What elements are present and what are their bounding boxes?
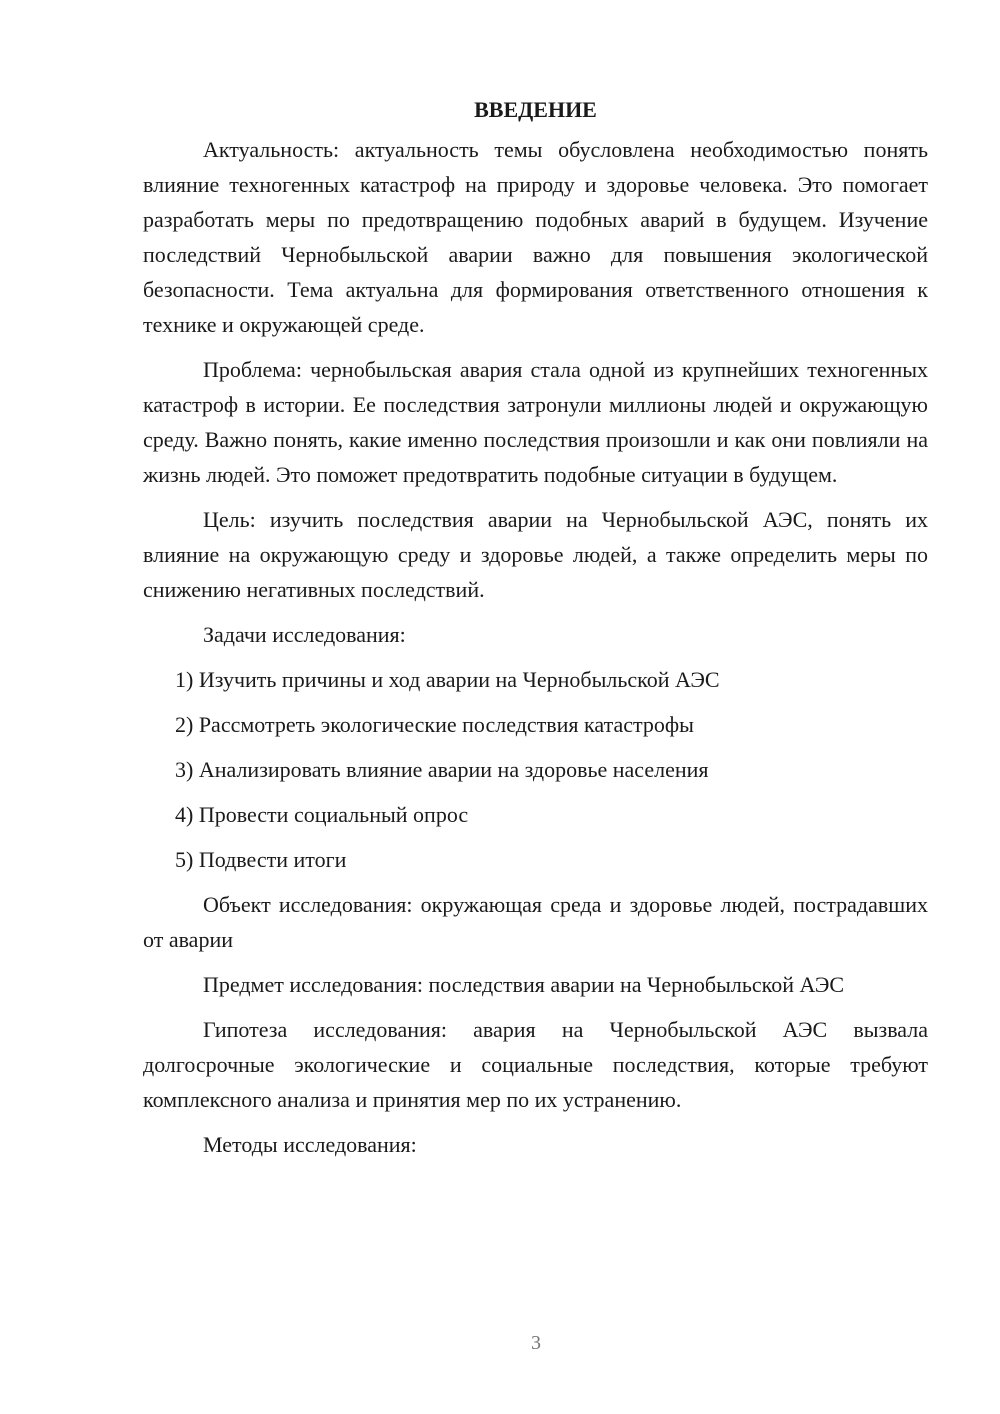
tasks-title: Задачи исследования: (203, 622, 406, 647)
problem-paragraph: Проблема: чернобыльская авария стала одной из крупнейших техногенных катастроф в истории. Ее последствия затронули миллионы людей и окружающую среду. Важно понять, какие именно последствия произошли и как они повлияли на жизнь людей. Это поможет предотвратить подобные ситуации в будущем. (143, 357, 928, 487)
hypothesis-paragraph: Гипотеза исследования: авария на Чернобыльской АЭС вызвала долгосрочные экологические и социальные последствия, которые требуют комплексного анализа и принятия мер по их устранению. (143, 1017, 928, 1112)
object-paragraph: Объект исследования: окружающая среда и здоровье людей, пострадавших от аварии (143, 892, 928, 952)
subject-paragraph: Предмет исследования: последствия аварии на Чернобыльской АЭС (203, 972, 845, 997)
page-content (143, 92, 928, 1172)
tasks-list (143, 662, 928, 877)
page-number: 3 (531, 1332, 541, 1354)
methods-title: Методы исследования: (203, 1132, 417, 1157)
goal-paragraph: Цель: изучить последствия аварии на Чернобыльской АЭС, понять их влияние на окружающую среду и здоровье людей, а также определить меры по снижению негативных последствий. (143, 507, 928, 602)
task-item-3: 3) Анализировать влияние аварии на здоровье населения (175, 757, 709, 782)
relevance-paragraph: Актуальность: актуальность темы обусловлена необходимостью понять влияние техногенных катастроф на природу и здоровье человека. Это помогает разработать меры по предотвращению подобных аварий в будущем. Изучение последствий Чернобыльской аварии важно для повышения экологической безопасности. Тема актуальна для формирования ответственного отношения к технике и окружающей среде. (143, 137, 928, 337)
task-item-4: 4) Провести социальный опрос (175, 802, 469, 827)
section-heading: ВВЕДЕНИЕ (474, 97, 597, 122)
task-item-2: 2) Рассмотреть экологические последствия катастрофы (175, 712, 694, 737)
task-item-1: 1) Изучить причины и ход аварии на Чернобыльской АЭС (175, 667, 720, 692)
task-item-5: 5) Подвести итоги (175, 847, 347, 872)
